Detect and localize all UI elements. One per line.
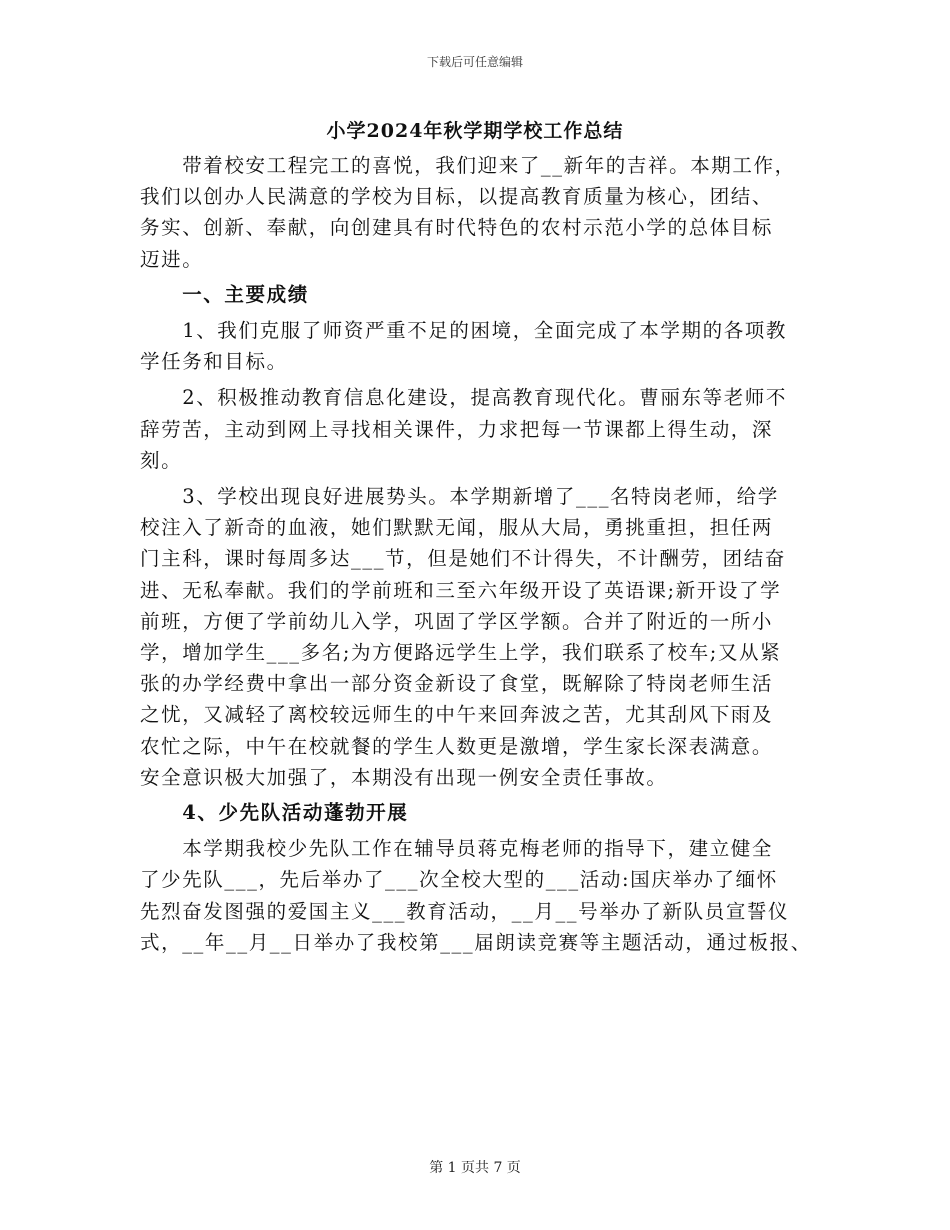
- document-body: [140, 150, 826, 958]
- document-title: 小学2024年秋学期学校工作总结: [326, 120, 624, 142]
- body-line: 务实、创新、奉献，向创建具有时代特色的农村示范小学的总体目标: [140, 216, 774, 240]
- body-line: 本学期我校少先队工作在辅导员蒋克梅老师的指导下，建立健全: [140, 837, 774, 861]
- body-line: 刻。: [140, 448, 183, 472]
- body-line: 门主科，课时每周多达___节，但是她们不计得失，不计酬劳，团结奋: [140, 547, 786, 571]
- body-line: 校注入了新奇的血液，她们默默无闻，服从大局，勇挑重担，担任两: [140, 516, 774, 540]
- body-line: 农忙之际，中午在校就餐的学生人数更是激增，学生家长深表满意。: [140, 734, 774, 758]
- page-footer: 第 1 页共 7 页: [429, 1160, 521, 1176]
- body-line: 带着校安工程完工的喜悦，我们迎来了__新年的吉祥。本期工作，: [140, 154, 796, 177]
- body-line: 前班，方便了学前幼儿入学，巩固了学区学额。合并了附近的一所小: [140, 609, 774, 633]
- header-note: 下载后可任意编辑: [426, 55, 523, 69]
- section-heading: 一、主要成绩: [140, 282, 309, 306]
- body-line: 了少先队___，先后举办了___次全校大型的___活动:国庆举办了缅怀: [140, 868, 778, 892]
- body-line: 学，增加学生___多名;为方便路远学生上学，我们联系了校车;又从紧: [140, 641, 782, 665]
- body-line: 进、无私奉献。我们的学前班和三至六年级开设了英语课;新开设了学: [140, 578, 782, 602]
- body-line: 学任务和目标。: [140, 350, 288, 374]
- body-line: 式，__年__月__日举办了我校第___届朗读竞赛等主题活动，通过板报、: [140, 930, 812, 954]
- body-line: 2、积极推动教育信息化建设，提高教育现代化。曹丽东等老师不: [140, 386, 788, 410]
- body-line: 之忧，又减轻了离校较远师生的中午来回奔波之苦，尤其刮风下雨及: [140, 703, 774, 727]
- body-line: 辞劳苦，主动到网上寻找相关课件，力求把每一节课都上得生动，深: [140, 417, 774, 441]
- body-line: 1、我们克服了师资严重不足的困境，全面完成了本学期的各项教: [140, 319, 788, 343]
- body-line: 先烈奋发图强的爱国主义___教育活动，__月__号举办了新队员宣誓仪: [140, 899, 790, 923]
- body-line: 3、学校出现良好进展势头。本学期新增了___名特岗老师，给学: [140, 485, 779, 509]
- body-line: 张的办学经费中拿出一部分资金新设了食堂，既解除了特岗老师生活: [140, 672, 774, 696]
- section-heading: 4、少先队活动蓬勃开展: [140, 801, 409, 825]
- body-line: 迈进。: [140, 247, 204, 271]
- body-line: 安全意识极大加强了，本期没有出现一例安全责任事故。: [140, 765, 668, 789]
- body-line: 我们以创办人民满意的学校为目标，以提高教育质量为核心，团结、: [140, 185, 774, 209]
